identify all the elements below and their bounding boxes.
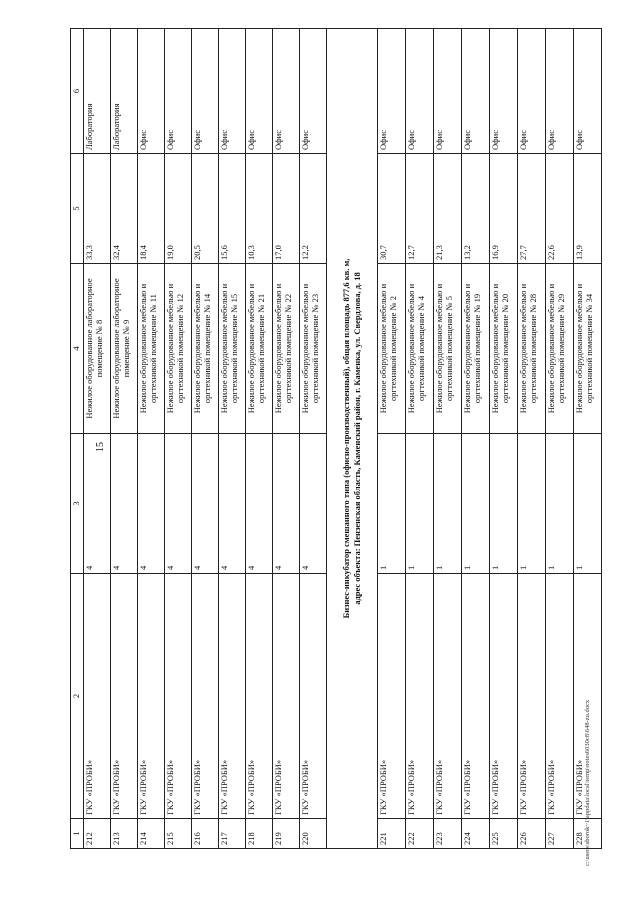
- organization-cell: ГКУ «ПРОБИ»: [138, 574, 165, 819]
- area-cell: 30,7: [378, 154, 406, 264]
- room-description-cell: Нежилое оборудованное мебелью и оргтехникой помещение № 23: [300, 264, 327, 434]
- col-header: 1: [71, 819, 84, 849]
- col-header: 5: [71, 154, 84, 264]
- floor-cell: 4: [300, 434, 327, 574]
- section-header: [327, 29, 378, 849]
- area-cell: 33,3: [84, 154, 111, 264]
- room-description-cell: Нежилое оборудованное мебелью и оргтехникой помещение № 29: [546, 264, 574, 434]
- col-header: 2: [71, 574, 84, 819]
- purpose-cell: Офис: [138, 29, 165, 154]
- area-cell: 20,5: [192, 154, 219, 264]
- row-number: 216: [192, 819, 219, 849]
- row-number: 225: [490, 819, 518, 849]
- floor-cell: 1: [406, 434, 434, 574]
- section-title: Бизнес-инкубатор смешанного типа (офисно-производственный), общая площадь 877,6 кв. м,: [341, 258, 351, 619]
- floor-cell: 1: [434, 434, 462, 574]
- organization-cell: ГКУ «ПРОБИ»: [406, 574, 434, 819]
- row-number: 217: [219, 819, 246, 849]
- table-row: [462, 29, 490, 849]
- organization-cell: ГКУ «ПРОБИ»: [273, 574, 300, 819]
- room-description-cell: Нежилое оборудованное мебелью и оргтехникой помещение № 21: [246, 264, 273, 434]
- row-number: 227: [546, 819, 574, 849]
- floor-cell: 1: [378, 434, 406, 574]
- table-body-lower: [378, 29, 602, 849]
- area-cell: 15,6: [219, 154, 246, 264]
- table-body-upper: [84, 29, 327, 849]
- room-description-cell: Нежилое оборудованное мебелью и оргтехникой помещение № 5: [434, 264, 462, 434]
- organization-cell: ГКУ «ПРОБИ»: [165, 574, 192, 819]
- room-description-cell: Нежилое оборудованное мебелью и оргтехникой помещение № 22: [273, 264, 300, 434]
- purpose-cell: Офис: [546, 29, 574, 154]
- col-header: 6: [71, 29, 84, 154]
- organization-cell: ГКУ «ПРОБИ»: [300, 574, 327, 819]
- organization-cell: ГКУ «ПРОБИ»: [462, 574, 490, 819]
- organization-cell: ГКУ «ПРОБИ»: [111, 574, 138, 819]
- room-description-cell: Нежилое оборудованное мебелью и оргтехникой помещение № 19: [462, 264, 490, 434]
- organization-cell: ГКУ «ПРОБИ»: [84, 574, 111, 819]
- row-number: 228: [574, 819, 602, 849]
- row-number: 221: [378, 819, 406, 849]
- floor-cell: 1: [518, 434, 546, 574]
- room-description-cell: Нежилое оборудованное лабораторное помещение № 8: [84, 264, 111, 434]
- table-row: [111, 29, 138, 849]
- row-number: 212: [84, 819, 111, 849]
- table-row: [378, 29, 406, 849]
- purpose-cell: Офис: [300, 29, 327, 154]
- organization-cell: ГКУ «ПРОБИ»: [192, 574, 219, 819]
- row-number: 213: [111, 819, 138, 849]
- area-cell: 19,0: [165, 154, 192, 264]
- purpose-cell: Офис: [574, 29, 602, 154]
- organization-cell: ГКУ «ПРОБИ»: [490, 574, 518, 819]
- organization-cell: ГКУ «ПРОБИ»: [574, 574, 602, 819]
- area-cell: 16,9: [490, 154, 518, 264]
- table-row: [246, 29, 273, 849]
- floor-cell: 1: [546, 434, 574, 574]
- area-cell: 10,3: [246, 154, 273, 264]
- room-description-cell: Нежилое оборудованное мебелью и оргтехникой помещение № 12: [165, 264, 192, 434]
- floor-cell: 1: [490, 434, 518, 574]
- section-address: адрес объекта: Пензенская область, Каменский район, г. Каменка, ул. Свердлова, д. 18: [352, 272, 362, 605]
- table-row: [434, 29, 462, 849]
- table-row: [138, 29, 165, 849]
- purpose-cell: Офис: [246, 29, 273, 154]
- room-description-cell: Нежилое оборудованное мебелью и оргтехникой помещение № 14: [192, 264, 219, 434]
- footer-file-path: c:\users\sborok~1\appdata\local\temp\notes6030c8\648-zu.docx: [584, 699, 591, 866]
- organization-cell: ГКУ «ПРОБИ»: [546, 574, 574, 819]
- purpose-cell: Лаборатория: [111, 29, 138, 154]
- floor-cell: 4: [246, 434, 273, 574]
- area-cell: 12,2: [300, 154, 327, 264]
- organization-cell: ГКУ «ПРОБИ»: [518, 574, 546, 819]
- organization-cell: ГКУ «ПРОБИ»: [246, 574, 273, 819]
- floor-cell: 1: [462, 434, 490, 574]
- floor-cell: 4: [138, 434, 165, 574]
- table-row: [518, 29, 546, 849]
- room-description-cell: Нежилое оборудованное мебелью и оргтехникой помещение № 28: [518, 264, 546, 434]
- row-number: 215: [165, 819, 192, 849]
- floor-cell: 4: [111, 434, 138, 574]
- column-number-row: [71, 29, 84, 849]
- row-number: 224: [462, 819, 490, 849]
- floor-cell: 4: [165, 434, 192, 574]
- page-number: 15: [95, 442, 106, 452]
- row-number: 219: [273, 819, 300, 849]
- organization-cell: ГКУ «ПРОБИ»: [219, 574, 246, 819]
- floor-cell: 1: [574, 434, 602, 574]
- area-cell: 27,7: [518, 154, 546, 264]
- purpose-cell: Офис: [165, 29, 192, 154]
- col-header: 3: [71, 434, 84, 574]
- room-description-cell: Нежилое оборудованное лабораторное помещение № 9: [111, 264, 138, 434]
- area-cell: 13,2: [462, 154, 490, 264]
- area-cell: 32,4: [111, 154, 138, 264]
- table-row: [84, 29, 111, 849]
- table-row: [546, 29, 574, 849]
- organization-cell: ГКУ «ПРОБИ»: [378, 574, 406, 819]
- section-cell: [327, 29, 378, 849]
- purpose-cell: Офис: [406, 29, 434, 154]
- room-description-cell: Нежилое оборудованное мебелью и оргтехникой помещение № 34: [574, 264, 602, 434]
- purpose-cell: Офис: [192, 29, 219, 154]
- floor-cell: 4: [192, 434, 219, 574]
- table-row: [165, 29, 192, 849]
- floor-cell: 4: [84, 434, 111, 574]
- area-cell: 21,3: [434, 154, 462, 264]
- floor-cell: 4: [273, 434, 300, 574]
- row-number: 218: [246, 819, 273, 849]
- row-number: 220: [300, 819, 327, 849]
- organization-cell: ГКУ «ПРОБИ»: [434, 574, 462, 819]
- area-cell: 17,0: [273, 154, 300, 264]
- purpose-cell: Офис: [462, 29, 490, 154]
- room-description-cell: Нежилое оборудованное мебелью и оргтехникой помещение № 20: [490, 264, 518, 434]
- area-cell: 13,9: [574, 154, 602, 264]
- purpose-cell: Офис: [219, 29, 246, 154]
- section-row: [327, 29, 378, 849]
- purpose-cell: Офис: [378, 29, 406, 154]
- floor-cell: 4: [219, 434, 246, 574]
- room-description-cell: Нежилое оборудованное мебелью и оргтехникой помещение № 4: [406, 264, 434, 434]
- purpose-cell: Офис: [490, 29, 518, 154]
- purpose-cell: Лаборатория: [84, 29, 111, 154]
- purpose-cell: Офис: [273, 29, 300, 154]
- room-description-cell: Нежилое оборудованное мебелью и оргтехникой помещение № 2: [378, 264, 406, 434]
- area-cell: 22,6: [546, 154, 574, 264]
- row-number: 226: [518, 819, 546, 849]
- row-number: 222: [406, 819, 434, 849]
- table-row: [192, 29, 219, 849]
- row-number: 223: [434, 819, 462, 849]
- table-row: [219, 29, 246, 849]
- purpose-cell: Офис: [434, 29, 462, 154]
- table-row: [273, 29, 300, 849]
- purpose-cell: Офис: [518, 29, 546, 154]
- area-cell: 12,7: [406, 154, 434, 264]
- col-header: 4: [71, 264, 84, 434]
- table-row: [300, 29, 327, 849]
- property-table: [70, 28, 602, 849]
- room-description-cell: Нежилое оборудованное мебелью и оргтехникой помещение № 15: [219, 264, 246, 434]
- room-description-cell: Нежилое оборудованное мебелью и оргтехникой помещение № 11: [138, 264, 165, 434]
- table-row: [490, 29, 518, 849]
- area-cell: 18,4: [138, 154, 165, 264]
- row-number: 214: [138, 819, 165, 849]
- table-row: [406, 29, 434, 849]
